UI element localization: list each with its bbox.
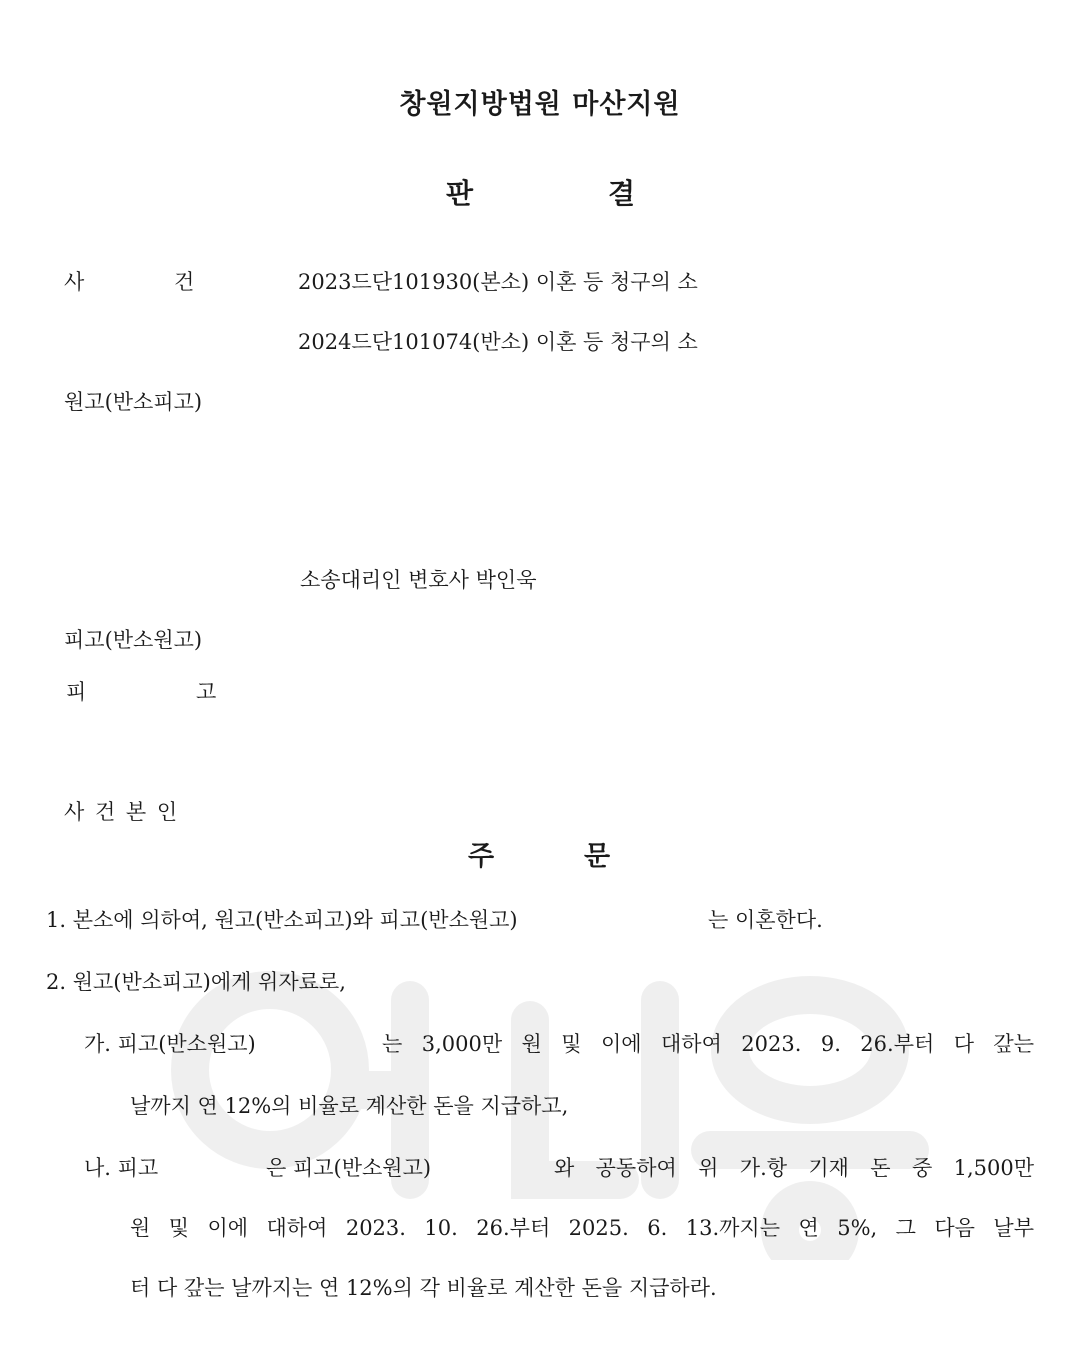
order-item-ga-line1-b-text: 는 3,000만 원 및 이에 대하여 2023. 9. 26.부터 다 갚는 (382, 1032, 1034, 1056)
order-item-na-line1-a: 나. 피고 (84, 1156, 159, 1180)
defendant2-label-1: 피 (66, 680, 87, 704)
case-number-counter: 2024드단101074(반소) 이혼 등 청구의 소 (298, 330, 698, 354)
order-item-na-line2-text: 원 및 이에 대하여 2023. 10. 26.부터 2025. 6. 13.까지는 연 5%, 그 다음 날부 (130, 1216, 1034, 1240)
order-item-na-line3: 터 다 갚는 날까지는 연 12%의 각 비율로 계산한 돈을 지급하라. (130, 1276, 717, 1300)
defendant-label: 피고(반소원고) (64, 628, 203, 652)
order-item-1-end: 는 이혼한다. (708, 908, 823, 932)
order-item-ga-line1-b (382, 1028, 1034, 1058)
order-item-na-line1-c-text: 와 공동하여 위 가.항 기재 돈 중 1,500만 (554, 1156, 1034, 1180)
plaintiff-label: 원고(반소피고) (64, 390, 203, 414)
order-heading-char-1: 주 (468, 841, 495, 872)
order-item-ga-line2: 날까지 연 12%의 비율로 계산한 돈을 지급하고, (130, 1094, 569, 1118)
order-item-1: 1. 본소에 의하여, 원고(반소피고)와 피고(반소원고) (46, 908, 518, 932)
defendant2-label-2: 고 (196, 680, 217, 704)
order-item-2: 2. 원고(반소피고)에게 위자료로, (46, 970, 346, 994)
doc-type-char-2: 결 (608, 177, 636, 210)
order-item-na-line1-b: 은 피고(반소원고) (266, 1156, 432, 1180)
document-type-title (0, 172, 1080, 212)
plaintiff-attorney: 소송대리인 변호사 박인욱 (300, 568, 537, 592)
case-label-1: 사 (64, 270, 85, 294)
case-principal-label: 사 건 본 인 (64, 800, 180, 824)
order-item-na-line1-c (554, 1152, 1034, 1182)
case-number-main: 2023드단101930(본소) 이혼 등 청구의 소 (298, 270, 698, 294)
doc-type-char-1: 판 (446, 177, 474, 210)
order-heading-char-2: 문 (584, 841, 611, 872)
case-label-2: 건 (174, 270, 195, 294)
order-heading (0, 834, 1080, 874)
order-item-ga-line1-a: 가. 피고(반소원고) (84, 1032, 256, 1056)
order-item-na-line2 (130, 1212, 1034, 1242)
court-name: 창원지방법원 마산지원 (399, 89, 681, 120)
